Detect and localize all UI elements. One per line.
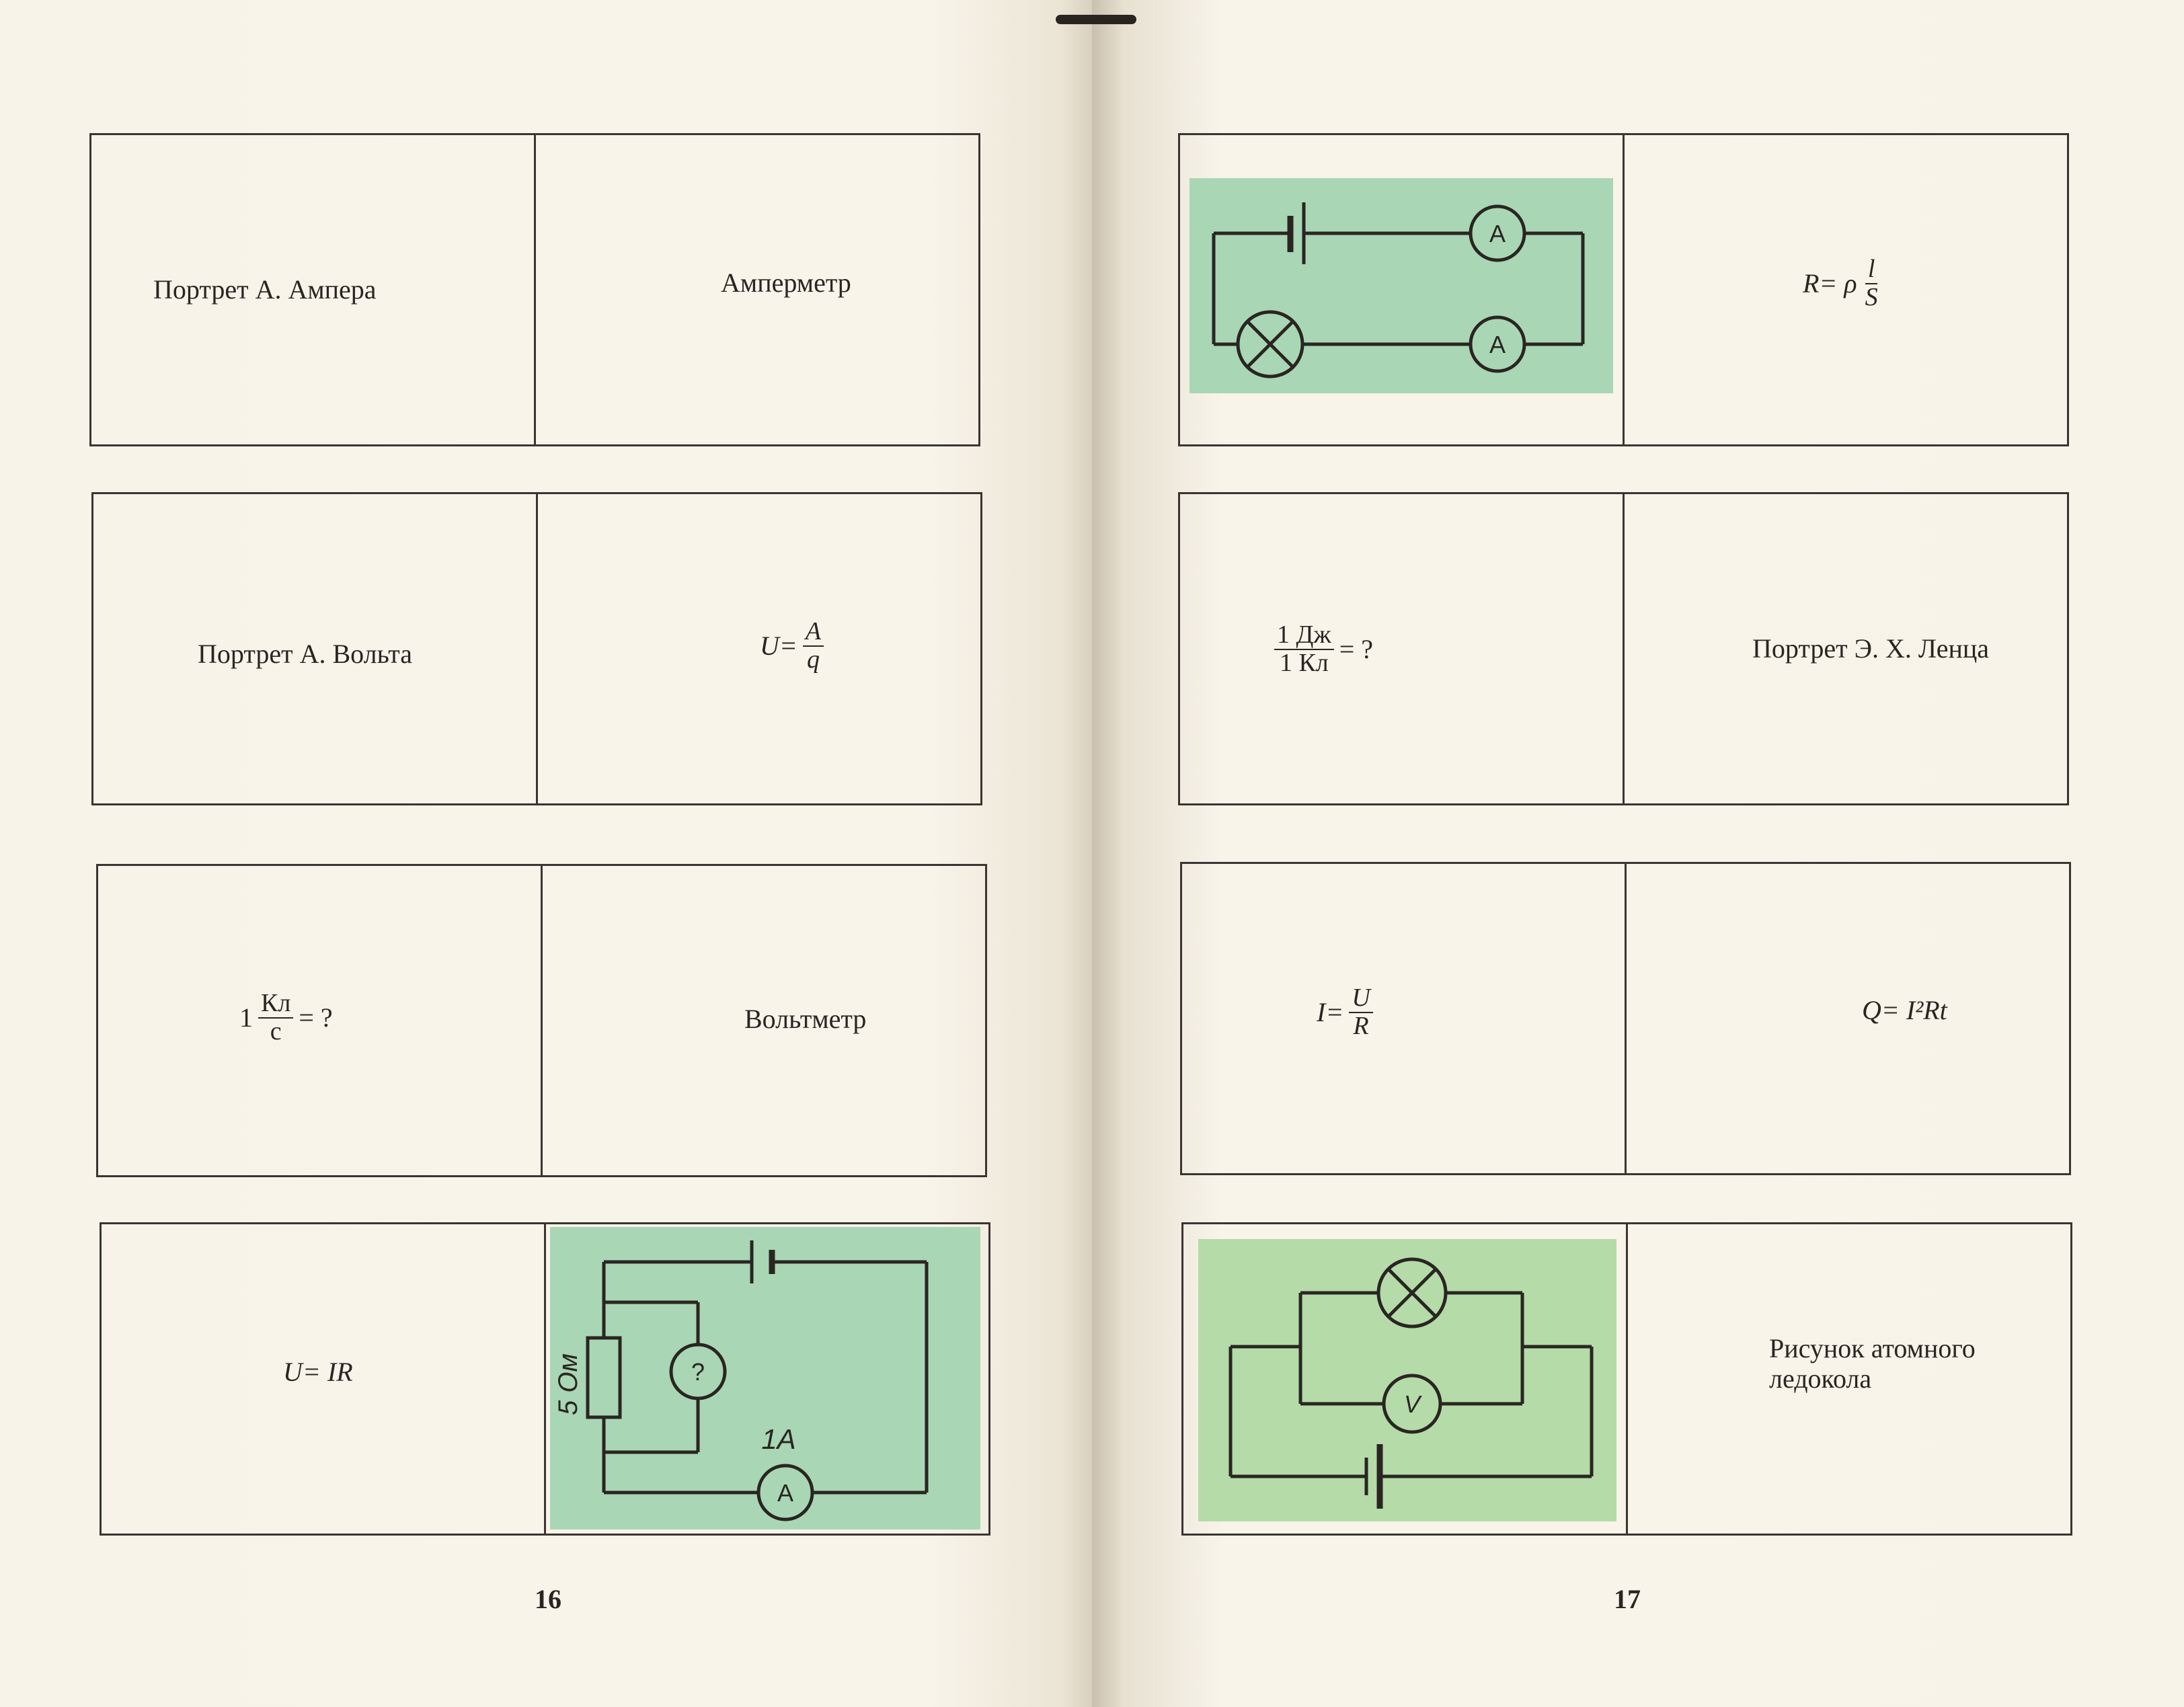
fraction [258,990,293,1045]
formula-volt [1274,622,1373,677]
card-cell [1180,135,1623,444]
fraction-denominator: с [270,1017,282,1045]
formula-prefix: 1 [239,1002,253,1033]
card-cell [1626,1224,2070,1534]
fraction-numerator: l [1865,256,1878,284]
card-text: Рисунок атомного [1769,1333,1976,1363]
formula-voltage [760,619,824,674]
spine-mark [1056,15,1136,24]
card-cell [91,135,534,444]
fraction-numerator: A [803,619,824,647]
fraction-numerator: 1 Дж [1274,622,1334,650]
fraction [1349,985,1372,1040]
fraction-denominator: q [807,645,820,674]
card-cell [93,494,536,803]
card-text: Портрет А. Ампера [153,274,377,305]
formula-lhs: I= [1317,996,1344,1027]
card-coulomb [96,864,987,1177]
card-cell [544,1224,988,1534]
card-cell [534,135,978,444]
formula-lhs: U= [760,630,797,661]
card-cell [102,1224,544,1534]
formula-suffix: = ? [1339,633,1373,664]
fraction [1863,256,1881,311]
page-number-right: 17 [1614,1584,1641,1614]
card-ampere [89,133,980,446]
card-ohm-law [1180,862,2071,1175]
fraction [1274,622,1334,677]
circuit-diagram-ohm [550,1227,980,1530]
formula-lhs: R= ρ [1803,268,1857,299]
card-text: Амперметр [721,268,851,298]
fraction-denominator: R [1353,1011,1369,1040]
resistor-label: 5 Ом [553,1353,583,1415]
current-label: 1A [761,1423,796,1455]
card-cell [1623,494,2067,803]
card-text: ледокола [1769,1363,1872,1394]
card-ohm [100,1222,990,1536]
card-voltmeter-circuit [1181,1222,2072,1536]
unknown-meter-label: ? [691,1358,705,1386]
card-resistance [1178,133,2069,446]
card-cell [1182,864,1625,1173]
formula-resistance [1803,256,1881,311]
card-cell [536,494,980,803]
card-text: Портрет А. Вольта [198,639,413,669]
card-cell [1623,135,2067,444]
ammeter-label: A [777,1479,794,1507]
fraction-denominator: S [1865,282,1878,311]
voltmeter-label: V [1403,1390,1421,1418]
card-cell [1180,494,1623,803]
circuit-diagram-voltmeter [1198,1239,1616,1521]
fraction-numerator: U [1349,985,1372,1013]
fraction-numerator: Кл [258,990,293,1019]
card-cell [1183,1224,1626,1534]
ammeter-label: A [1489,331,1506,358]
card-text: Портрет Э. Х. Ленца [1752,633,1990,664]
card-volta [91,492,982,805]
fraction [803,619,824,674]
formula-suffix: = ? [299,1002,333,1033]
page-number-left: 16 [535,1584,561,1614]
fraction-denominator: 1 Кл [1279,648,1329,677]
card-text: Вольтметр [744,1004,867,1034]
formula-ohm: U= IR [283,1357,353,1387]
formula-ohm-law [1317,985,1373,1040]
formula-joule-lenz: Q= I²Rt [1862,995,1947,1025]
formula-coulomb [239,990,333,1045]
card-cell [1625,864,2069,1173]
card-cell [98,866,541,1175]
card-volt-unit [1178,492,2069,805]
circuit-diagram-ammeters [1190,178,1613,393]
card-cell [541,866,985,1175]
ammeter-label: A [1489,220,1506,247]
